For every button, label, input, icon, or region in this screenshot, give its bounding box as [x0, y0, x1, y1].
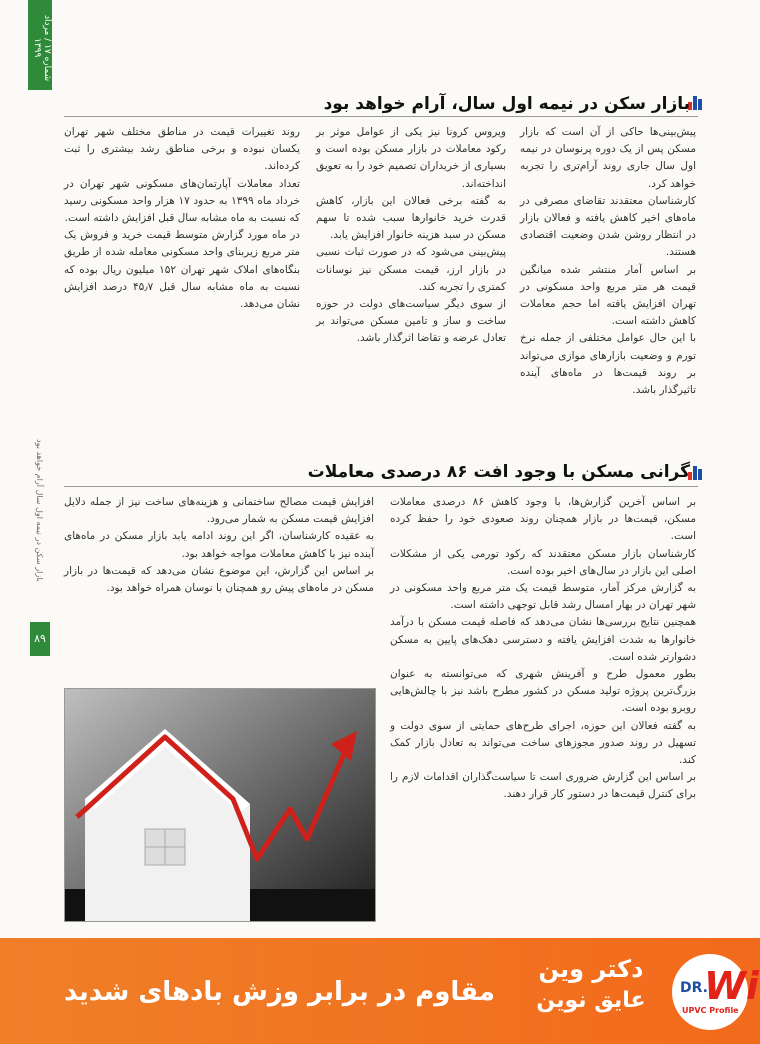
logo-subtext: UPVC Profile	[682, 1006, 739, 1015]
paragraph: روند تغییرات قیمت در مناطق مختلف شهر تهران یکسان نبوده و برخی مناطق رشد بیشتری را ثبت کرده‌اند.	[64, 126, 300, 173]
paragraph: کارشناسان بازار مسکن معتقدند که رکود تورمی یکی از مشکلات اصلی این بازار در سال‌های اخیر بوده است.	[390, 547, 696, 577]
paragraph: بر اساس آمار منتشر شده میانگین قیمت هر متر مربع واحد مسکونی در تهران افزایش یافته اما حجم معاملات کاهش داشته است.	[520, 263, 696, 328]
divider	[64, 116, 698, 117]
paragraph: بر اساس این گزارش، این موضوع نشان می‌دهد که قیمت‌ها در بازار مسکن در ماه‌های پیش رو همچنان با نوسان همراه خواهد بود.	[64, 564, 374, 595]
side-running-title: بازار سکن در نیمه اول سال آرام خواهد بود	[35, 438, 44, 582]
ad-slogan: مقاوم در برابر وزش بادهای شدید	[64, 977, 496, 1007]
paragraph: به گفته فعالان این حوزه، اجرای طرح‌های حمایتی از سوی دولت و تسهیل در روند صدور مجوزهای ساخت می‌تواند به تعادل بازار کمک کند.	[390, 719, 696, 767]
article-column	[390, 494, 696, 804]
paragraph: پیش‌بینی می‌شود که در صورت ثبات نسبی در بازار ارز، قیمت مسکن نیز نوسانات کمتری را تجربه کند.	[316, 246, 506, 293]
paragraph: تعداد معاملات آپارتمان‌های مسکونی شهر تهران در خرداد ماه ۱۳۹۹ به حدود ۱۷ هزار واحد مسکونی رسید که نسبت به ماه مشابه سال قبل افزایش داشته است.	[64, 177, 300, 225]
paragraph: از سوی دیگر سیاست‌های دولت در حوزه ساخت و ساز و تامین مسکن می‌تواند بر تعادل عرضه و تقاضا اثرگذار باشد.	[316, 298, 506, 345]
paragraph: بر اساس این گزارش ضروری است تا سیاست‌گذاران اقدامات لازم را برای کنترل قیمت‌ها در دستور کار قرار دهند.	[390, 771, 696, 801]
paragraph: همچنین نتایج بررسی‌ها نشان می‌دهد که فاصله قیمت مسکن با درآمد خانوارها به شدت افزایش یافته و دسترسی دهک‌های پایین به مسکن دشوارتر شده است.	[390, 616, 696, 663]
article-column	[64, 494, 374, 597]
section-tab	[28, 0, 52, 90]
paragraph: با این حال عوامل مختلفی از جمله نرخ تورم و وضعیت بازارهای موازی می‌تواند بر روند قیمت‌ها در ماه‌های آینده تاثیرگذار باشد.	[520, 332, 696, 397]
article-column	[316, 124, 506, 348]
chart-icon	[688, 96, 702, 110]
paragraph: افزایش قیمت مصالح ساختمانی و هزینه‌های ساخت نیز از جمله دلایل افزایش قیمت مسکن به شمار می‌رود.	[64, 496, 374, 526]
ad-brand-subtitle: عایق نوین	[536, 988, 646, 1013]
paragraph: کارشناسان معتقدند تقاضای مصرفی در ماه‌های اخیر کاهش یافته و فعالان بازار در انتظار روشن شدن وضعیت اقتصادی هستند.	[520, 194, 696, 259]
paragraph: به گزارش مرکز آمار، متوسط قیمت یک متر مربع واحد مسکونی در شهر تهران در بهار امسال رشد قابل توجهی داشته است.	[390, 582, 696, 612]
section-tab-label: شماره ۱۷ / مرداد ۱۳۹۹	[32, 14, 52, 82]
paragraph: به عقیده کارشناسان، اگر این روند ادامه یابد بازار مسکن در ماه‌های آینده نیز با کاهش معاملات مواجه خواهد بود.	[64, 530, 374, 560]
ad-brand-title: دکتر وین	[538, 955, 644, 983]
drwin-logo	[672, 954, 759, 1030]
logo-main: Wi	[704, 964, 759, 1008]
article-column	[64, 124, 300, 313]
paragraph: پیش‌بینی‌ها حاکی از آن است که بازار مسکن پس از یک دوره پرنوسان در نیمه اول سال جاری روند آرام‌تری را تجربه خواهد کرد.	[520, 126, 696, 190]
chart-icon	[688, 466, 702, 480]
paragraph: در ماه مورد گزارش متوسط قیمت خرید و فروش یک متر مربع زیربنای واحد مسکونی معامله شده از طریق بنگاه‌های املاک شهر تهران ۱۵۲ میلیون ریال بوده که نسبت به ماه مشابه سال قبل ۴۵٫۷ درصد افزایش نشان می‌دهد.	[64, 229, 300, 311]
paragraph: بر اساس آخرین گزارش‌ها، با وجود کاهش ۸۶ درصدی معاملات مسکن، قیمت‌ها در بازار همچنان روند صعودی خود را حفظ کرده است.	[390, 496, 696, 543]
article-title: گرانی مسکن با وجود افت ۸۶ درصدی معاملات	[307, 462, 690, 482]
article-column	[520, 124, 696, 399]
divider	[64, 486, 698, 487]
page-number: ۸۹	[30, 622, 50, 656]
logo-prefix: DR.	[680, 980, 708, 996]
house-price-photo	[64, 688, 376, 922]
paragraph: ویروس کرونا نیز یکی از عوامل موثر بر رکود معاملات در بازار مسکن بوده است و بسیاری از خریداران تصمیم خود را به تعویق انداخته‌اند.	[316, 126, 506, 190]
article-title: بازار سکن در نیمه اول سال، آرام خواهد بود	[323, 94, 690, 114]
paragraph: بطور معمول طرح و آفرینش شهری که می‌توانسته به عنوان بزرگ‌ترین پروژه تولید مسکن در کشور مطرح باشد نیز با چالش‌هایی روبرو بوده است.	[390, 668, 696, 715]
paragraph: به گفته برخی فعالان این بازار، کاهش قدرت خرید خانوارها سبب شده تا سهم مسکن در سبد هزینه خانوار افزایش یابد.	[316, 194, 506, 242]
